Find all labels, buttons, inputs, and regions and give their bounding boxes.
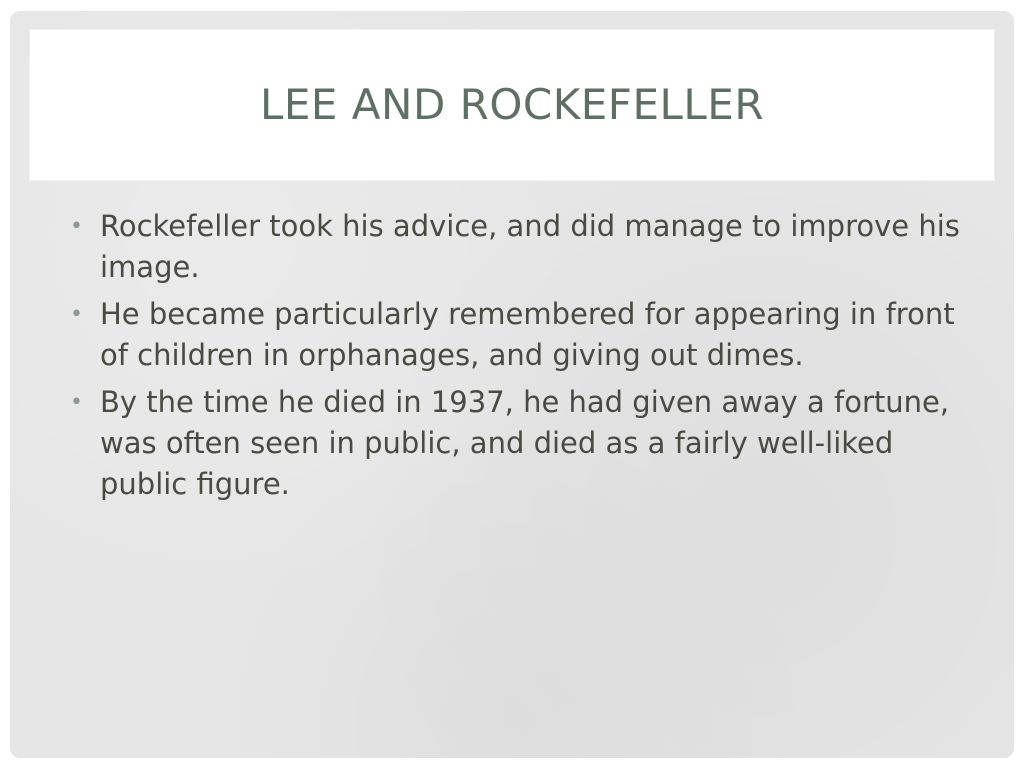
bullet-icon: • [70,390,83,415]
bullet-item [70,382,970,505]
bullet-list [70,206,970,511]
bullet-icon: • [70,302,83,327]
bullet-item [70,206,970,288]
bullet-text: Rockefeller took his advice, and did manage to improve his image. [100,209,960,284]
bullet-text: By the time he died in 1937, he had given away a fortune, was often seen in public, and died as a fairly well-liked public figure. [100,385,950,501]
bullet-item [70,294,970,376]
slide [10,11,1014,758]
slide-title: LEE AND ROCKEFELLER [259,80,765,129]
bullet-text: He became particularly remembered for appearing in front of children in orphanages, and giving out dimes. [100,297,955,372]
bullet-icon: • [70,214,83,239]
title-box [30,30,994,180]
